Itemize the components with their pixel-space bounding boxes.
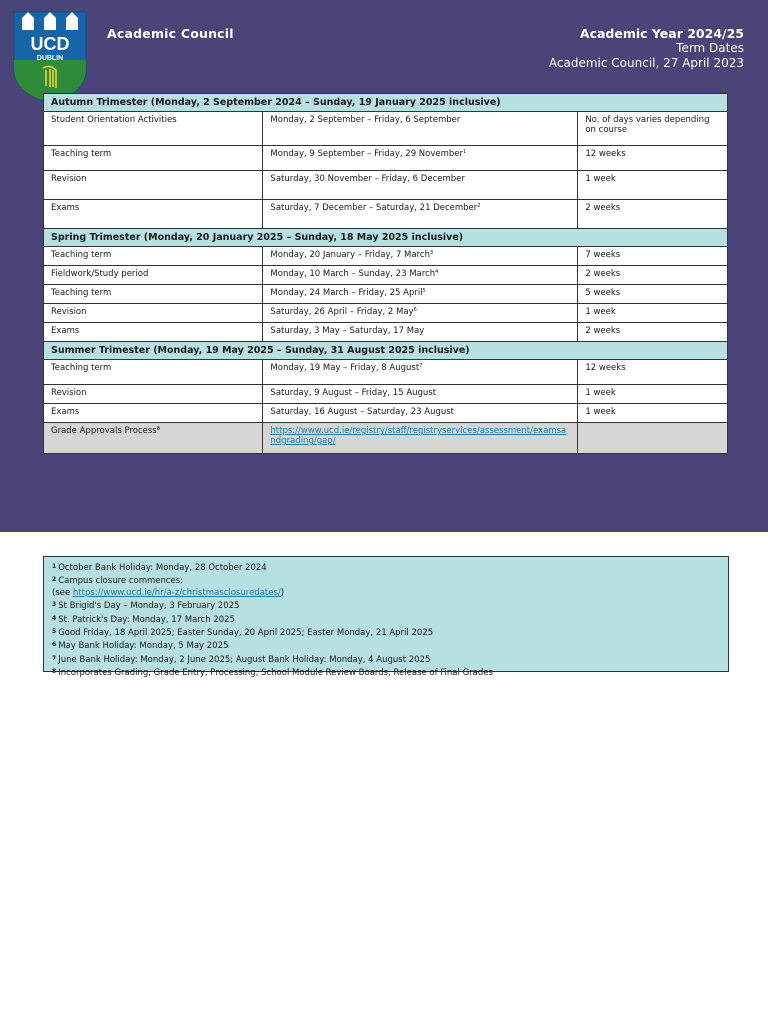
footnote: $^1$ October Bank Holiday: Monday, 28 October 2024 xyxy=(52,563,267,573)
table-row xyxy=(44,247,728,266)
table-row xyxy=(44,112,728,146)
table-row xyxy=(44,200,728,229)
duration-cell: 2 weeks xyxy=(578,323,728,342)
duration-cell xyxy=(578,423,728,454)
footnote: $^3$ St Brigid's Day – Monday, 3 February 2025 xyxy=(52,601,240,612)
duration-cell: 1 week xyxy=(578,171,728,200)
footnote-ref: 4 xyxy=(435,269,439,275)
summer-heading: Summer Trimester (Monday, 19 May 2025 – Sunday, 31 August 2025 inclusive) xyxy=(44,342,728,360)
table-row xyxy=(44,404,728,423)
table-row xyxy=(44,285,728,304)
duration-cell: 12 weeks xyxy=(578,360,728,385)
table-row xyxy=(44,304,728,323)
autumn-heading-row xyxy=(44,94,728,112)
activity-cell: Exams xyxy=(44,323,263,342)
activity-cell: Student Orientation Activities xyxy=(44,112,263,146)
footnote: $^2$ Campus closure commences: xyxy=(52,576,184,587)
dates-cell: Saturday, 7 December – Saturday, 21 December$^2$ xyxy=(263,200,578,229)
duration-cell: 1 week xyxy=(578,404,728,423)
activity-cell: Revision xyxy=(44,171,263,200)
duration-cell: 2 weeks xyxy=(578,266,728,285)
autumn-heading: Autumn Trimester (Monday, 2 September 2024 – Sunday, 19 January 2025 inclusive) xyxy=(44,94,728,112)
christmas-closure-link[interactable]: https://www.ucd.ie/hr/a-z/christmasclosuredates/ xyxy=(72,587,281,598)
header-info xyxy=(549,26,744,71)
term-dates-table xyxy=(43,93,728,454)
table-row xyxy=(44,323,728,342)
activity-cell: Grade Approvals Process$^8$ xyxy=(44,423,263,454)
duration-cell: 5 weeks xyxy=(578,285,728,304)
grade-approvals-row xyxy=(44,423,728,454)
duration-cell: 2 weeks xyxy=(578,200,728,229)
spring-heading: Spring Trimester (Monday, 20 January 2025 – Sunday, 18 May 2025 inclusive) xyxy=(44,229,728,247)
dates-cell: Saturday, 30 November – Friday, 6 December xyxy=(263,171,578,200)
grade-approvals-link[interactable]: https://www.ucd.ie/registry/staff/registryservices/assessment/examsandgrading/gap/ xyxy=(270,426,567,446)
activity-cell: Exams xyxy=(44,404,263,423)
council-label: Academic Council xyxy=(107,26,234,41)
dates-cell: Saturday, 26 April – Friday, 2 May$^6$ xyxy=(263,304,578,323)
duration-cell: 7 weeks xyxy=(578,247,728,266)
table-row xyxy=(44,385,728,404)
footnote: $^8$ Incorporates Grading, Grade Entry, Processing, School Module Review Boards, Release of Final Grades xyxy=(52,668,493,679)
table-row xyxy=(44,146,728,171)
activity-cell: Exams xyxy=(44,200,263,229)
dates-cell: Monday, 10 March – Sunday, 23 March$^4$ xyxy=(263,266,578,285)
dates-cell: Monday, 24 March – Friday, 25 April$^5$ xyxy=(263,285,578,304)
dates-cell: Saturday, 9 August – Friday, 15 August xyxy=(263,385,578,404)
footnote-ref: 6 xyxy=(413,307,417,313)
footnote-continuation: (see https://www.ucd.ie/hr/a-z/christmasclosuredates/) xyxy=(52,587,285,598)
footnote: $^5$ Good Friday, 18 April 2025; Easter Sunday, 20 April 2025; Easter Monday, 21 April 2025 xyxy=(52,628,434,639)
academic-year-title: Academic Year 2024/25 xyxy=(579,26,744,41)
dates-cell: Saturday, 3 May – Saturday, 17 May xyxy=(263,323,578,342)
duration-cell: 12 weeks xyxy=(578,146,728,171)
svg-text:DUBLIN: DUBLIN xyxy=(36,55,64,62)
dates-cell xyxy=(263,423,578,454)
footnote-ref: 5 xyxy=(422,288,426,294)
dates-cell: Monday, 19 May – Friday, 8 August$^7$ xyxy=(263,360,578,385)
dates-cell: Monday, 9 September – Friday, 29 November$^1$ xyxy=(263,146,578,171)
spring-heading-row xyxy=(44,229,728,247)
footnote: $^6$ May Bank Holiday: Monday, 5 May 2025 xyxy=(52,641,229,652)
footnote-ref: 2 xyxy=(477,203,481,209)
approval-line: Academic Council, 27 April 2023 xyxy=(548,56,744,70)
footnote-ref: 7 xyxy=(419,363,423,369)
footnote: $^4$ St. Patrick's Day: Monday, 17 March 2025 xyxy=(52,614,235,625)
activity-cell: Fieldwork/Study period xyxy=(44,266,263,285)
activity-cell: Teaching term xyxy=(44,285,263,304)
footnote-ref: 1 xyxy=(463,149,467,155)
table-row xyxy=(44,360,728,385)
dates-cell: Monday, 2 September – Friday, 6 September xyxy=(263,112,578,146)
footnotes-box xyxy=(43,556,729,679)
summer-heading-row xyxy=(44,342,728,360)
footnote-ref: 3 xyxy=(429,250,434,256)
activity-cell: Teaching term xyxy=(44,247,263,266)
svg-text:UCD: UCD xyxy=(30,34,70,54)
duration-cell: 1 week xyxy=(578,304,728,323)
activity-cell: Teaching term xyxy=(44,146,263,171)
dates-cell: Saturday, 16 August – Saturday, 23 August xyxy=(263,404,578,423)
dates-cell: Monday, 20 January – Friday, 7 March$^3$ xyxy=(263,247,578,266)
ucd-logo xyxy=(10,8,90,104)
term-dates-subtitle: Term Dates xyxy=(676,41,744,55)
activity-cell: Teaching term xyxy=(44,360,263,385)
footnote: $^7$ June Bank Holiday: Monday, 2 June 2025; August Bank Holiday: Monday, 4 August 2025 xyxy=(52,654,431,665)
activity-cell: Revision xyxy=(44,385,263,404)
activity-cell: Revision xyxy=(44,304,263,323)
duration-cell: No. of days varies depending on course xyxy=(578,112,728,146)
footnote-ref: 8 xyxy=(156,426,160,432)
table-row xyxy=(44,266,728,285)
duration-cell: 1 week xyxy=(578,385,728,404)
table-row xyxy=(44,171,728,200)
